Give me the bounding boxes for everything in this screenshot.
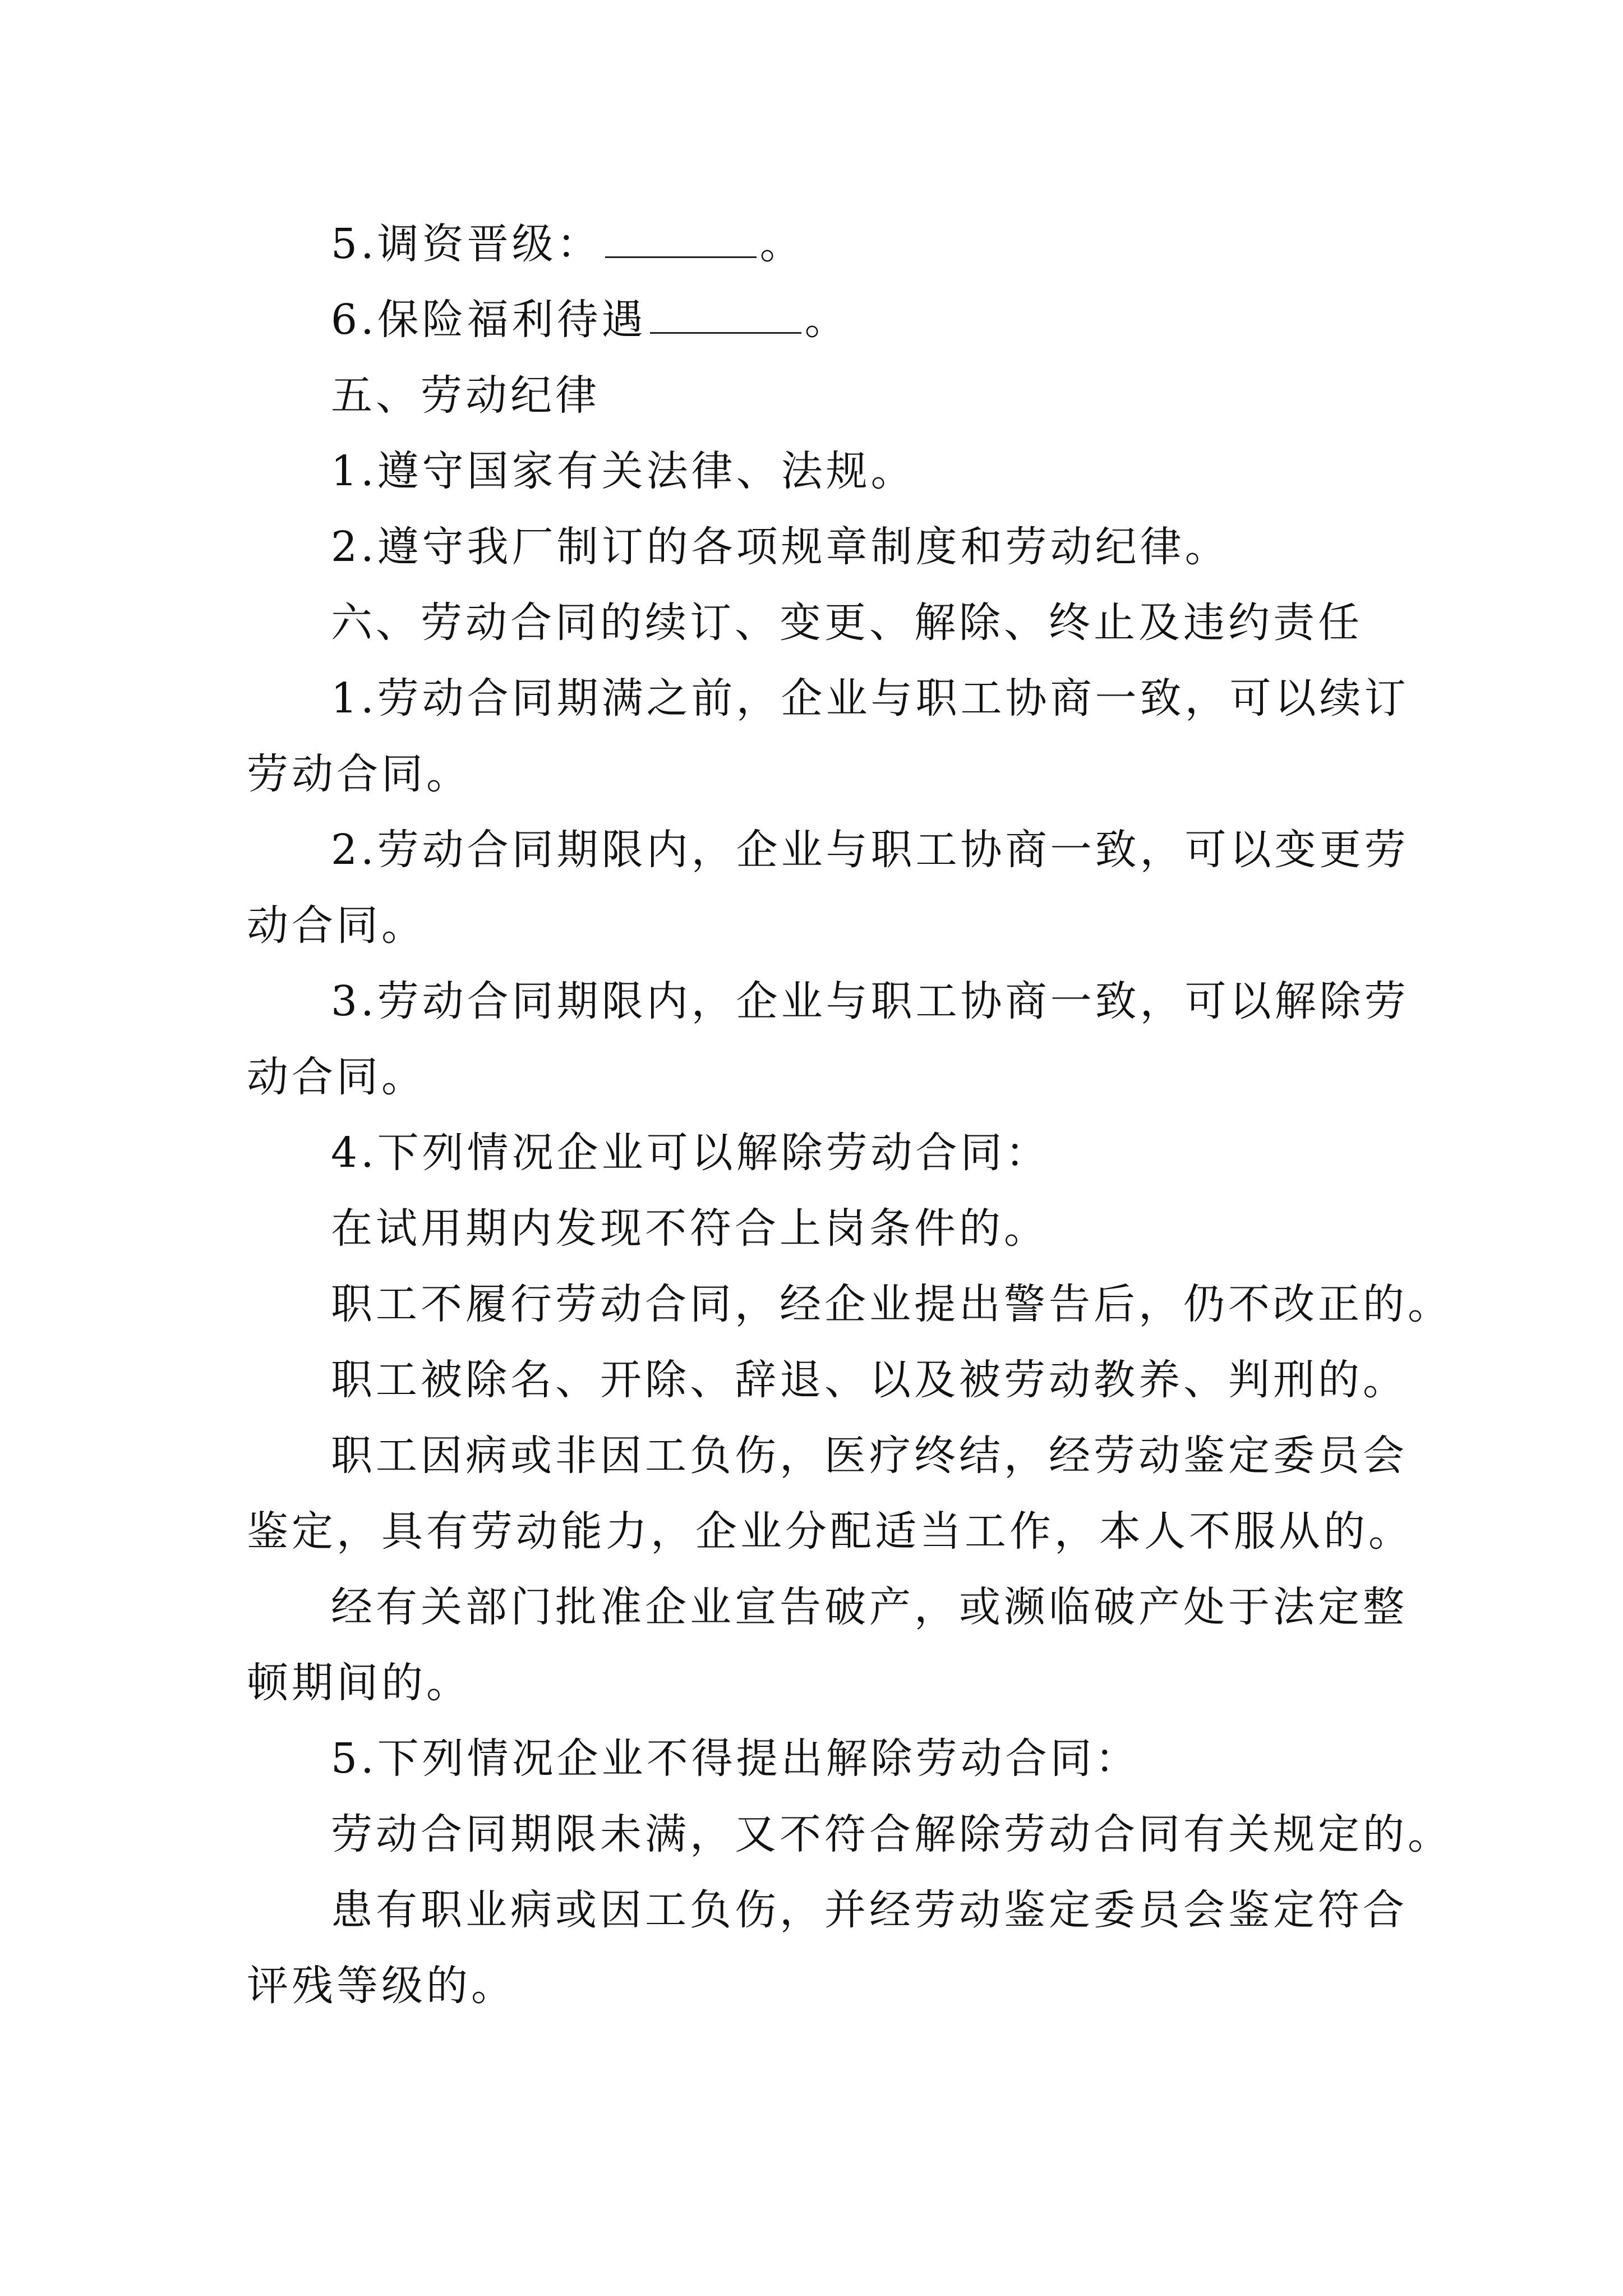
paragraph-line: 4.下列情况企业可以解除劳动合同： xyxy=(331,1129,1050,1177)
paragraph-line: 在试用期内发现不符合上岗条件的。 xyxy=(331,1204,1049,1253)
paragraph-line: 患有职业病或因工负伤，并经劳动鉴定委员会鉴定符合 xyxy=(331,1886,1408,1934)
paragraph-line: 职工因病或非因工负伤，医疗终结，经劳动鉴定委员会 xyxy=(331,1432,1408,1480)
section-heading: 五、劳动纪律 xyxy=(331,371,600,420)
paragraph-line: 职工不履行劳动合同，经企业提出警告后，仍不改正的。 xyxy=(331,1280,1453,1328)
clause-label: 6.保险福利待遇 xyxy=(331,296,647,344)
paragraph-line: 劳动合同期限未满，又不符合解除劳动合同有关规定的。 xyxy=(331,1810,1453,1858)
paragraph-line: 评残等级的。 xyxy=(247,1962,516,2010)
section-heading: 六、劳动合同的续订、变更、解除、终止及违约责任 xyxy=(331,599,1363,647)
paragraph-line: 劳动合同。 xyxy=(247,750,471,798)
paragraph-line: 经有关部门批准企业宣告破产，或濒临破产处于法定整 xyxy=(331,1583,1408,1631)
paragraph-line: 2.遵守我厂制订的各项规章制度和劳动纪律。 xyxy=(331,523,1230,571)
paragraph-line: 1.劳动合同期满之前，企业与职工协商一致，可以续订 xyxy=(331,674,1409,723)
fill-in-blank[interactable] xyxy=(605,222,757,258)
clause-insurance-benefits xyxy=(331,292,850,348)
paragraph-line: 1.遵守国家有关法律、法规。 xyxy=(331,447,916,495)
paragraph-line: 5.下列情况企业不得提出解除劳动合同： xyxy=(331,1734,1140,1783)
paragraph-line: 动合同。 xyxy=(247,901,426,950)
paragraph-line: 鉴定，具有劳动能力，企业分配适当工作，本人不服从的。 xyxy=(247,1507,1413,1556)
paragraph-line: 职工被除名、开除、辞退、以及被劳动教养、判刑的。 xyxy=(331,1356,1408,1404)
paragraph-line: 2.劳动合同期限内，企业与职工协商一致，可以变更劳 xyxy=(331,826,1409,874)
paragraph-line: 动合同。 xyxy=(247,1053,426,1101)
fill-in-blank[interactable] xyxy=(650,297,801,334)
clause-end: 。 xyxy=(759,220,805,268)
clause-salary-promotion xyxy=(331,216,805,272)
clause-end: 。 xyxy=(804,296,850,344)
paragraph-line: 顿期间的。 xyxy=(247,1659,471,1707)
paragraph-line: 3.劳动合同期限内，企业与职工协商一致，可以解除劳 xyxy=(331,977,1409,1025)
clause-label: 5.调资晋级： xyxy=(331,220,602,268)
